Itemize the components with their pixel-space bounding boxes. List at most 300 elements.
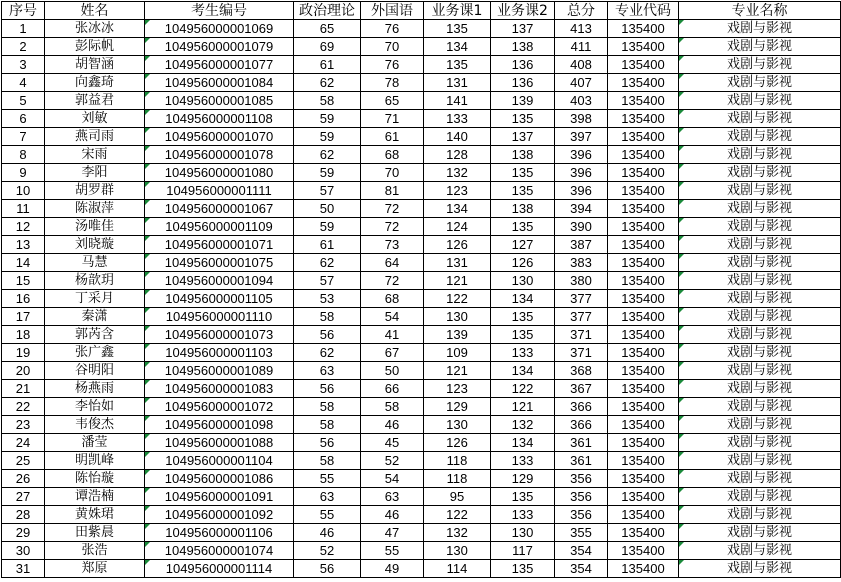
cell-subject-2[interactable]: 130	[491, 524, 555, 542]
cell-total[interactable]: 403	[555, 92, 608, 110]
header-cell-major-name[interactable]: 专业名称	[679, 2, 841, 20]
header-cell-subject-2[interactable]: 业务课2	[491, 2, 555, 20]
cell-exam-id[interactable]: 104956000001080	[145, 164, 294, 182]
cell-name[interactable]: 郭芮含	[45, 326, 145, 344]
cell-foreign-language[interactable]: 72	[361, 200, 424, 218]
cell-politics[interactable]: 55	[294, 506, 361, 524]
cell-major-code[interactable]: 135400	[608, 182, 679, 200]
cell-subject-1[interactable]: 126	[424, 236, 491, 254]
cell-politics[interactable]: 58	[294, 308, 361, 326]
cell-name[interactable]: 杨歆玥	[45, 272, 145, 290]
cell-total[interactable]: 354	[555, 542, 608, 560]
cell-subject-1[interactable]: 123	[424, 380, 491, 398]
cell-index[interactable]: 20	[2, 362, 45, 380]
cell-major-code[interactable]: 135400	[608, 146, 679, 164]
cell-foreign-language[interactable]: 71	[361, 110, 424, 128]
cell-subject-1[interactable]: 121	[424, 362, 491, 380]
cell-subject-1[interactable]: 141	[424, 92, 491, 110]
cell-subject-2[interactable]: 135	[491, 182, 555, 200]
cell-subject-2[interactable]: 127	[491, 236, 555, 254]
cell-total[interactable]: 377	[555, 308, 608, 326]
header-cell-exam-id[interactable]: 考生编号	[145, 2, 294, 20]
header-cell-major-code[interactable]: 专业代码	[608, 2, 679, 20]
cell-politics[interactable]: 61	[294, 236, 361, 254]
cell-major-code[interactable]: 135400	[608, 380, 679, 398]
cell-index[interactable]: 12	[2, 218, 45, 236]
cell-index[interactable]: 8	[2, 146, 45, 164]
cell-politics[interactable]: 59	[294, 110, 361, 128]
cell-politics[interactable]: 62	[294, 344, 361, 362]
cell-politics[interactable]: 57	[294, 272, 361, 290]
cell-total[interactable]: 356	[555, 488, 608, 506]
cell-index[interactable]: 15	[2, 272, 45, 290]
cell-major-code[interactable]: 135400	[608, 56, 679, 74]
header-cell-name[interactable]: 姓名	[45, 2, 145, 20]
cell-total[interactable]: 408	[555, 56, 608, 74]
cell-major-name[interactable]: 戏剧与影视	[679, 272, 841, 290]
cell-foreign-language[interactable]: 45	[361, 434, 424, 452]
cell-index[interactable]: 23	[2, 416, 45, 434]
cell-foreign-language[interactable]: 65	[361, 92, 424, 110]
cell-major-code[interactable]: 135400	[608, 272, 679, 290]
cell-major-name[interactable]: 戏剧与影视	[679, 56, 841, 74]
cell-subject-2[interactable]: 134	[491, 290, 555, 308]
cell-subject-1[interactable]: 130	[424, 416, 491, 434]
cell-total[interactable]: 383	[555, 254, 608, 272]
cell-exam-id[interactable]: 104956000001073	[145, 326, 294, 344]
cell-major-name[interactable]: 戏剧与影视	[679, 236, 841, 254]
cell-name[interactable]: 谭浩楠	[45, 488, 145, 506]
cell-total[interactable]: 398	[555, 110, 608, 128]
cell-name[interactable]: 李阳	[45, 164, 145, 182]
cell-foreign-language[interactable]: 47	[361, 524, 424, 542]
cell-major-name[interactable]: 戏剧与影视	[679, 182, 841, 200]
cell-foreign-language[interactable]: 49	[361, 560, 424, 578]
cell-foreign-language[interactable]: 68	[361, 146, 424, 164]
cell-major-name[interactable]: 戏剧与影视	[679, 308, 841, 326]
cell-index[interactable]: 7	[2, 128, 45, 146]
cell-foreign-language[interactable]: 52	[361, 452, 424, 470]
cell-index[interactable]: 9	[2, 164, 45, 182]
cell-subject-2[interactable]: 135	[491, 488, 555, 506]
cell-subject-1[interactable]: 132	[424, 164, 491, 182]
cell-index[interactable]: 11	[2, 200, 45, 218]
cell-major-name[interactable]: 戏剧与影视	[679, 164, 841, 182]
cell-foreign-language[interactable]: 76	[361, 20, 424, 38]
cell-subject-1[interactable]: 131	[424, 74, 491, 92]
cell-subject-1[interactable]: 133	[424, 110, 491, 128]
cell-foreign-language[interactable]: 70	[361, 38, 424, 56]
cell-subject-2[interactable]: 130	[491, 272, 555, 290]
cell-index[interactable]: 13	[2, 236, 45, 254]
header-cell-subject-1[interactable]: 业务课1	[424, 2, 491, 20]
cell-total[interactable]: 413	[555, 20, 608, 38]
cell-index[interactable]: 3	[2, 56, 45, 74]
cell-subject-1[interactable]: 126	[424, 434, 491, 452]
cell-subject-1[interactable]: 132	[424, 524, 491, 542]
cell-subject-1[interactable]: 122	[424, 506, 491, 524]
cell-subject-2[interactable]: 135	[491, 110, 555, 128]
cell-index[interactable]: 28	[2, 506, 45, 524]
cell-major-name[interactable]: 戏剧与影视	[679, 542, 841, 560]
cell-foreign-language[interactable]: 46	[361, 506, 424, 524]
cell-total[interactable]: 396	[555, 164, 608, 182]
cell-name[interactable]: 燕司雨	[45, 128, 145, 146]
cell-index[interactable]: 1	[2, 20, 45, 38]
cell-major-name[interactable]: 戏剧与影视	[679, 92, 841, 110]
header-cell-total[interactable]: 总分	[555, 2, 608, 20]
cell-total[interactable]: 361	[555, 452, 608, 470]
cell-index[interactable]: 14	[2, 254, 45, 272]
cell-politics[interactable]: 62	[294, 146, 361, 164]
cell-subject-2[interactable]: 135	[491, 308, 555, 326]
cell-index[interactable]: 26	[2, 470, 45, 488]
cell-total[interactable]: 367	[555, 380, 608, 398]
cell-major-name[interactable]: 戏剧与影视	[679, 110, 841, 128]
cell-major-code[interactable]: 135400	[608, 92, 679, 110]
cell-subject-1[interactable]: 114	[424, 560, 491, 578]
cell-exam-id[interactable]: 104956000001103	[145, 344, 294, 362]
cell-politics[interactable]: 59	[294, 128, 361, 146]
cell-index[interactable]: 22	[2, 398, 45, 416]
cell-exam-id[interactable]: 104956000001078	[145, 146, 294, 164]
cell-name[interactable]: 刘敏	[45, 110, 145, 128]
cell-exam-id[interactable]: 104956000001094	[145, 272, 294, 290]
cell-subject-2[interactable]: 136	[491, 56, 555, 74]
cell-subject-1[interactable]: 122	[424, 290, 491, 308]
cell-index[interactable]: 5	[2, 92, 45, 110]
cell-exam-id[interactable]: 104956000001083	[145, 380, 294, 398]
cell-politics[interactable]: 59	[294, 218, 361, 236]
cell-exam-id[interactable]: 104956000001105	[145, 290, 294, 308]
cell-major-name[interactable]: 戏剧与影视	[679, 524, 841, 542]
cell-subject-2[interactable]: 137	[491, 128, 555, 146]
cell-major-code[interactable]: 135400	[608, 38, 679, 56]
cell-name[interactable]: 张广鑫	[45, 344, 145, 362]
header-cell-politics[interactable]: 政治理论	[294, 2, 361, 20]
cell-foreign-language[interactable]: 54	[361, 308, 424, 326]
cell-subject-2[interactable]: 135	[491, 164, 555, 182]
cell-major-code[interactable]: 135400	[608, 524, 679, 542]
cell-subject-2[interactable]: 117	[491, 542, 555, 560]
cell-subject-2[interactable]: 133	[491, 452, 555, 470]
cell-name[interactable]: 谷明阳	[45, 362, 145, 380]
cell-subject-1[interactable]: 134	[424, 38, 491, 56]
cell-exam-id[interactable]: 104956000001072	[145, 398, 294, 416]
cell-total[interactable]: 396	[555, 182, 608, 200]
cell-politics[interactable]: 62	[294, 254, 361, 272]
cell-major-name[interactable]: 戏剧与影视	[679, 560, 841, 578]
cell-major-code[interactable]: 135400	[608, 218, 679, 236]
cell-foreign-language[interactable]: 54	[361, 470, 424, 488]
cell-total[interactable]: 387	[555, 236, 608, 254]
cell-politics[interactable]: 58	[294, 92, 361, 110]
cell-foreign-language[interactable]: 73	[361, 236, 424, 254]
cell-subject-1[interactable]: 130	[424, 542, 491, 560]
cell-name[interactable]: 向鑫琦	[45, 74, 145, 92]
cell-index[interactable]: 21	[2, 380, 45, 398]
cell-major-name[interactable]: 戏剧与影视	[679, 344, 841, 362]
cell-major-code[interactable]: 135400	[608, 452, 679, 470]
cell-total[interactable]: 366	[555, 416, 608, 434]
cell-foreign-language[interactable]: 58	[361, 398, 424, 416]
cell-major-name[interactable]: 戏剧与影视	[679, 398, 841, 416]
cell-major-name[interactable]: 戏剧与影视	[679, 200, 841, 218]
cell-total[interactable]: 407	[555, 74, 608, 92]
cell-subject-1[interactable]: 129	[424, 398, 491, 416]
cell-total[interactable]: 380	[555, 272, 608, 290]
cell-major-code[interactable]: 135400	[608, 434, 679, 452]
cell-subject-2[interactable]: 133	[491, 344, 555, 362]
cell-major-code[interactable]: 135400	[608, 74, 679, 92]
cell-politics[interactable]: 63	[294, 362, 361, 380]
cell-major-code[interactable]: 135400	[608, 110, 679, 128]
cell-subject-1[interactable]: 140	[424, 128, 491, 146]
cell-foreign-language[interactable]: 78	[361, 74, 424, 92]
cell-name[interactable]: 韦俊杰	[45, 416, 145, 434]
cell-total[interactable]: 390	[555, 218, 608, 236]
cell-subject-2[interactable]: 134	[491, 434, 555, 452]
cell-total[interactable]: 394	[555, 200, 608, 218]
cell-major-code[interactable]: 135400	[608, 542, 679, 560]
cell-exam-id[interactable]: 104956000001074	[145, 542, 294, 560]
cell-major-code[interactable]: 135400	[608, 416, 679, 434]
cell-subject-2[interactable]: 126	[491, 254, 555, 272]
cell-major-name[interactable]: 戏剧与影视	[679, 488, 841, 506]
cell-name[interactable]: 潘莹	[45, 434, 145, 452]
cell-name[interactable]: 胡智涵	[45, 56, 145, 74]
cell-major-code[interactable]: 135400	[608, 236, 679, 254]
cell-politics[interactable]: 50	[294, 200, 361, 218]
cell-subject-1[interactable]: 128	[424, 146, 491, 164]
cell-subject-2[interactable]: 133	[491, 506, 555, 524]
cell-index[interactable]: 19	[2, 344, 45, 362]
cell-foreign-language[interactable]: 72	[361, 218, 424, 236]
cell-subject-2[interactable]: 135	[491, 326, 555, 344]
cell-subject-2[interactable]: 138	[491, 146, 555, 164]
cell-politics[interactable]: 58	[294, 452, 361, 470]
cell-major-code[interactable]: 135400	[608, 164, 679, 182]
header-cell-index[interactable]: 序号	[2, 2, 45, 20]
cell-major-name[interactable]: 戏剧与影视	[679, 470, 841, 488]
cell-exam-id[interactable]: 104956000001110	[145, 308, 294, 326]
cell-name[interactable]: 丁采月	[45, 290, 145, 308]
cell-total[interactable]: 361	[555, 434, 608, 452]
cell-subject-1[interactable]: 121	[424, 272, 491, 290]
cell-exam-id[interactable]: 104956000001111	[145, 182, 294, 200]
cell-foreign-language[interactable]: 66	[361, 380, 424, 398]
cell-name[interactable]: 张浩	[45, 542, 145, 560]
cell-name[interactable]: 秦潇	[45, 308, 145, 326]
cell-index[interactable]: 31	[2, 560, 45, 578]
cell-index[interactable]: 17	[2, 308, 45, 326]
cell-total[interactable]: 371	[555, 326, 608, 344]
cell-foreign-language[interactable]: 50	[361, 362, 424, 380]
cell-total[interactable]: 355	[555, 524, 608, 542]
cell-major-name[interactable]: 戏剧与影视	[679, 452, 841, 470]
cell-total[interactable]: 397	[555, 128, 608, 146]
cell-major-code[interactable]: 135400	[608, 308, 679, 326]
cell-subject-1[interactable]: 124	[424, 218, 491, 236]
cell-subject-1[interactable]: 95	[424, 488, 491, 506]
cell-subject-2[interactable]: 122	[491, 380, 555, 398]
cell-subject-1[interactable]: 118	[424, 470, 491, 488]
cell-subject-2[interactable]: 135	[491, 218, 555, 236]
cell-foreign-language[interactable]: 46	[361, 416, 424, 434]
cell-total[interactable]: 368	[555, 362, 608, 380]
cell-major-name[interactable]: 戏剧与影视	[679, 128, 841, 146]
cell-name[interactable]: 李怡如	[45, 398, 145, 416]
cell-politics[interactable]: 56	[294, 326, 361, 344]
cell-exam-id[interactable]: 104956000001084	[145, 74, 294, 92]
cell-major-code[interactable]: 135400	[608, 290, 679, 308]
cell-name[interactable]: 郑原	[45, 560, 145, 578]
cell-name[interactable]: 马慧	[45, 254, 145, 272]
cell-index[interactable]: 29	[2, 524, 45, 542]
cell-exam-id[interactable]: 104956000001079	[145, 38, 294, 56]
cell-index[interactable]: 25	[2, 452, 45, 470]
cell-major-code[interactable]: 135400	[608, 254, 679, 272]
cell-politics[interactable]: 52	[294, 542, 361, 560]
cell-exam-id[interactable]: 104956000001085	[145, 92, 294, 110]
cell-total[interactable]: 356	[555, 506, 608, 524]
cell-politics[interactable]: 55	[294, 470, 361, 488]
cell-subject-2[interactable]: 136	[491, 74, 555, 92]
cell-name[interactable]: 陈怡璇	[45, 470, 145, 488]
cell-name[interactable]: 刘晓璇	[45, 236, 145, 254]
cell-subject-2[interactable]: 132	[491, 416, 555, 434]
cell-major-code[interactable]: 135400	[608, 488, 679, 506]
cell-subject-1[interactable]: 139	[424, 326, 491, 344]
cell-major-code[interactable]: 135400	[608, 326, 679, 344]
cell-major-name[interactable]: 戏剧与影视	[679, 218, 841, 236]
cell-index[interactable]: 24	[2, 434, 45, 452]
cell-name[interactable]: 胡罗群	[45, 182, 145, 200]
cell-subject-1[interactable]: 118	[424, 452, 491, 470]
cell-major-code[interactable]: 135400	[608, 506, 679, 524]
cell-total[interactable]: 411	[555, 38, 608, 56]
cell-politics[interactable]: 69	[294, 38, 361, 56]
cell-index[interactable]: 27	[2, 488, 45, 506]
cell-name[interactable]: 汤唯佳	[45, 218, 145, 236]
cell-name[interactable]: 彭际帆	[45, 38, 145, 56]
cell-major-code[interactable]: 135400	[608, 470, 679, 488]
cell-major-name[interactable]: 戏剧与影视	[679, 326, 841, 344]
cell-name[interactable]: 陈淑萍	[45, 200, 145, 218]
cell-exam-id[interactable]: 104956000001075	[145, 254, 294, 272]
cell-major-name[interactable]: 戏剧与影视	[679, 416, 841, 434]
cell-subject-2[interactable]: 121	[491, 398, 555, 416]
cell-exam-id[interactable]: 104956000001086	[145, 470, 294, 488]
cell-politics[interactable]: 65	[294, 20, 361, 38]
cell-major-name[interactable]: 戏剧与影视	[679, 74, 841, 92]
cell-foreign-language[interactable]: 63	[361, 488, 424, 506]
cell-index[interactable]: 16	[2, 290, 45, 308]
cell-name[interactable]: 杨燕雨	[45, 380, 145, 398]
cell-subject-1[interactable]: 130	[424, 308, 491, 326]
cell-exam-id[interactable]: 104956000001098	[145, 416, 294, 434]
cell-exam-id[interactable]: 104956000001104	[145, 452, 294, 470]
cell-politics[interactable]: 56	[294, 560, 361, 578]
cell-name[interactable]: 宋雨	[45, 146, 145, 164]
cell-major-name[interactable]: 戏剧与影视	[679, 254, 841, 272]
cell-subject-2[interactable]: 135	[491, 560, 555, 578]
cell-foreign-language[interactable]: 41	[361, 326, 424, 344]
cell-major-name[interactable]: 戏剧与影视	[679, 290, 841, 308]
cell-politics[interactable]: 56	[294, 380, 361, 398]
cell-total[interactable]: 396	[555, 146, 608, 164]
cell-major-code[interactable]: 135400	[608, 398, 679, 416]
cell-index[interactable]: 2	[2, 38, 45, 56]
cell-major-code[interactable]: 135400	[608, 362, 679, 380]
cell-subject-2[interactable]: 138	[491, 38, 555, 56]
cell-exam-id[interactable]: 104956000001071	[145, 236, 294, 254]
cell-index[interactable]: 30	[2, 542, 45, 560]
cell-exam-id[interactable]: 104956000001092	[145, 506, 294, 524]
cell-foreign-language[interactable]: 61	[361, 128, 424, 146]
cell-subject-1[interactable]: 109	[424, 344, 491, 362]
cell-major-code[interactable]: 135400	[608, 20, 679, 38]
cell-major-name[interactable]: 戏剧与影视	[679, 506, 841, 524]
cell-exam-id[interactable]: 104956000001088	[145, 434, 294, 452]
cell-total[interactable]: 377	[555, 290, 608, 308]
cell-exam-id[interactable]: 104956000001077	[145, 56, 294, 74]
cell-subject-1[interactable]: 135	[424, 56, 491, 74]
cell-foreign-language[interactable]: 55	[361, 542, 424, 560]
cell-subject-2[interactable]: 134	[491, 362, 555, 380]
cell-politics[interactable]: 46	[294, 524, 361, 542]
header-cell-foreign-language[interactable]: 外国语	[361, 2, 424, 20]
cell-major-name[interactable]: 戏剧与影视	[679, 20, 841, 38]
cell-foreign-language[interactable]: 76	[361, 56, 424, 74]
cell-subject-1[interactable]: 131	[424, 254, 491, 272]
cell-foreign-language[interactable]: 70	[361, 164, 424, 182]
cell-exam-id[interactable]: 104956000001114	[145, 560, 294, 578]
cell-foreign-language[interactable]: 68	[361, 290, 424, 308]
cell-name[interactable]: 黄姝珺	[45, 506, 145, 524]
cell-subject-2[interactable]: 129	[491, 470, 555, 488]
cell-major-name[interactable]: 戏剧与影视	[679, 146, 841, 164]
cell-major-code[interactable]: 135400	[608, 344, 679, 362]
cell-exam-id[interactable]: 104956000001091	[145, 488, 294, 506]
cell-exam-id[interactable]: 104956000001070	[145, 128, 294, 146]
cell-politics[interactable]: 62	[294, 74, 361, 92]
cell-total[interactable]: 371	[555, 344, 608, 362]
cell-major-name[interactable]: 戏剧与影视	[679, 38, 841, 56]
cell-major-code[interactable]: 135400	[608, 128, 679, 146]
cell-subject-1[interactable]: 123	[424, 182, 491, 200]
cell-foreign-language[interactable]: 72	[361, 272, 424, 290]
cell-exam-id[interactable]: 104956000001069	[145, 20, 294, 38]
cell-major-code[interactable]: 135400	[608, 200, 679, 218]
cell-index[interactable]: 4	[2, 74, 45, 92]
cell-politics[interactable]: 63	[294, 488, 361, 506]
cell-index[interactable]: 10	[2, 182, 45, 200]
cell-politics[interactable]: 58	[294, 398, 361, 416]
cell-subject-1[interactable]: 135	[424, 20, 491, 38]
cell-total[interactable]: 356	[555, 470, 608, 488]
cell-exam-id[interactable]: 104956000001089	[145, 362, 294, 380]
cell-politics[interactable]: 53	[294, 290, 361, 308]
cell-index[interactable]: 6	[2, 110, 45, 128]
cell-politics[interactable]: 61	[294, 56, 361, 74]
cell-total[interactable]: 354	[555, 560, 608, 578]
cell-foreign-language[interactable]: 67	[361, 344, 424, 362]
cell-major-name[interactable]: 戏剧与影视	[679, 380, 841, 398]
cell-total[interactable]: 366	[555, 398, 608, 416]
cell-major-code[interactable]: 135400	[608, 560, 679, 578]
cell-subject-2[interactable]: 137	[491, 20, 555, 38]
